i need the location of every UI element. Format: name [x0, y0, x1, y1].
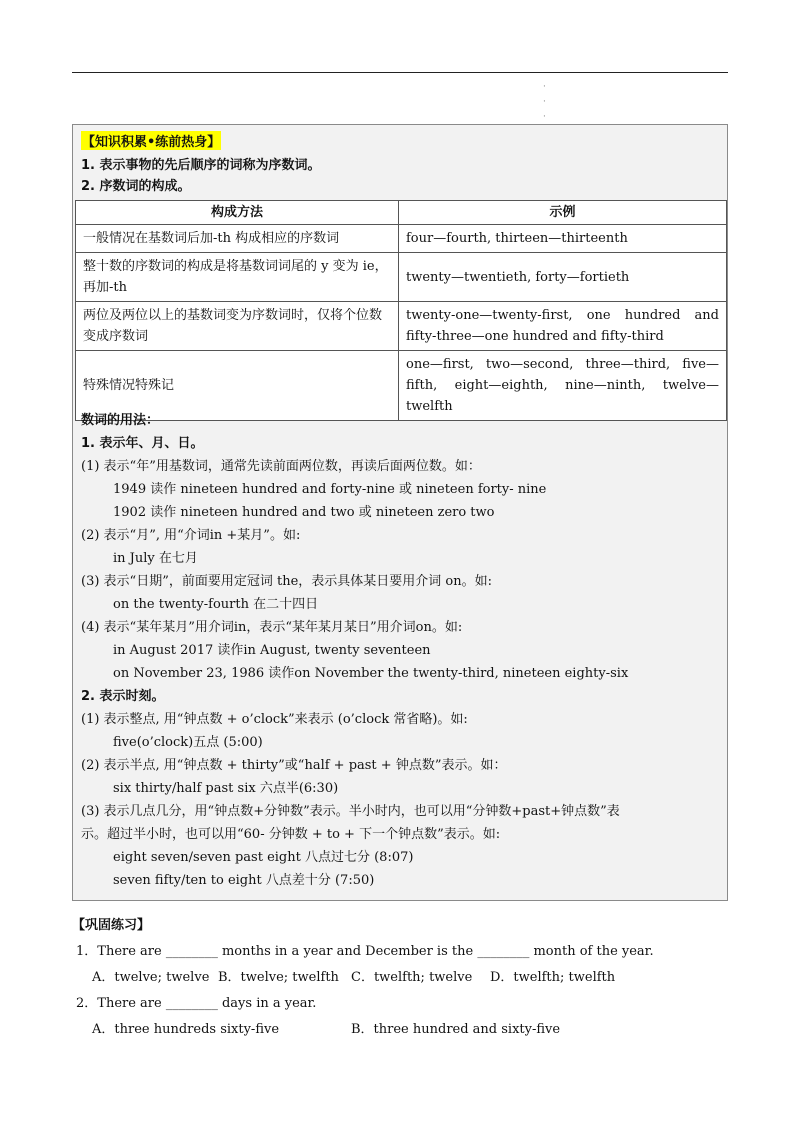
- usage-1-title: 1. 表示年、月、日。: [81, 436, 204, 451]
- usage-2-title: 2. 表示时刻。: [81, 689, 165, 704]
- table-cell-example: four—fourth, thirteen—thirteenth: [399, 225, 727, 253]
- table-cell-method: 整十数的序数词的构成是将基数词词尾的 y 变为 ie，再加-th: [76, 253, 399, 302]
- table-cell-example: one—first, two—second, three—third, five—fifth, eight—eighth, nine—ninth, twelve—twelfth: [399, 351, 727, 421]
- point-2: 2. 序数词的构成。: [81, 179, 191, 194]
- usage-1-2: (2) 表示“月”, 用“介词in +某月”。如:: [81, 528, 301, 543]
- usage-2-1: (1) 表示整点, 用“钟点数 + o’clock”来表示 (o’clock 常省略)。如:: [81, 712, 468, 727]
- q1-option-d: D．twelfth; twelfth: [490, 970, 616, 985]
- header-dot: ·: [543, 112, 546, 122]
- table-header-example: 示例: [399, 201, 727, 225]
- q2-option-a: A．three hundreds sixty-five: [92, 1022, 280, 1037]
- table-cell-method: 一般情况在基数词后加-th 构成相应的序数词: [76, 225, 399, 253]
- header-dot: ·: [543, 97, 546, 107]
- q1-option-a: A．twelve; twelve: [92, 970, 210, 985]
- usage-1-4-example: on November 23, 1986 读作on November the twenty-third, nineteen eighty-six: [113, 666, 629, 681]
- q1-option-b: B．twelve; twelfth: [218, 970, 339, 985]
- table-cell-example: twenty-one—twenty-first, one hundred and fifty-three—one hundred and fifty-third: [399, 302, 727, 351]
- usage-1-1: (1) 表示“年”用基数词，通常先读前面两位数，再读后面两位数。如：: [81, 459, 481, 474]
- table-cell-method: 特殊情况特殊记: [76, 351, 399, 421]
- usage-1-1-example: 1902 读作 nineteen hundred and two 或 nineteen zero two: [113, 505, 495, 520]
- knowledge-box: [72, 124, 728, 901]
- knowledge-title: 【知识积累•练前热身】: [81, 131, 221, 150]
- table-cell-method: 两位及两位以上的基数词变为序数词时，仅将个位数变成序数词: [76, 302, 399, 351]
- usage-2-1-example: five(o’clock)五点 (5:00): [113, 735, 263, 750]
- usage-2-3-example: seven fifty/ten to eight 八点差十分 (7:50): [113, 873, 375, 888]
- exercise-title: 【巩固练习】: [72, 918, 151, 933]
- header-dot: ·: [543, 82, 546, 92]
- usage-2-2-example: six thirty/half past six 六点半(6:30): [113, 781, 339, 796]
- q1-option-c: C．twelfth; twelve: [351, 970, 473, 985]
- usage-1-4: (4) 表示“某年某月”用介词in，表示“某年某月某日”用介词on。如:: [81, 620, 463, 635]
- question-1: 1．There are ________ months in a year and December is the ________ month of the year.: [76, 944, 654, 959]
- usage-2-3: (3) 表示几点几分，用“钟点数+分钟数”表示。半小时内，也可以用“分钟数+past+钟点数”表: [81, 804, 620, 819]
- usage-title: 数词的用法：: [81, 413, 160, 428]
- table-row: [76, 302, 727, 351]
- usage-2-3-example: eight seven/seven past eight 八点过七分 (8:07): [113, 850, 414, 865]
- table-row: [76, 351, 727, 421]
- usage-1-1-example: 1949 读作 nineteen hundred and forty-nine 或 nineteen forty- nine: [113, 482, 547, 497]
- point-1: 1. 表示事物的先后顺序的词称为序数词。: [81, 158, 321, 173]
- usage-1-2-example: in July 在七月: [113, 551, 198, 566]
- table-header-method: 构成方法: [76, 201, 399, 225]
- table-cell-example: twenty—twentieth, forty—fortieth: [399, 253, 727, 302]
- header-rule: [72, 72, 728, 73]
- ordinal-table: [75, 200, 727, 421]
- usage-1-4-example: in August 2017 读作in August, twenty seventeen: [113, 643, 431, 658]
- table-header-row: [76, 201, 727, 225]
- question-2: 2．There are ________ days in a year.: [76, 996, 317, 1011]
- q2-option-b: B．three hundred and sixty-five: [351, 1022, 561, 1037]
- usage-1-3: (3) 表示“日期”，前面要用定冠词 the，表示具体某日要用介词 on。如:: [81, 574, 492, 589]
- table-row: [76, 225, 727, 253]
- table-row: [76, 253, 727, 302]
- usage-1-3-example: on the twenty-fourth 在二十四日: [113, 597, 319, 612]
- usage-2-2: (2) 表示半点, 用“钟点数 + thirty”或“half + past + 钟点数”表示。如：: [81, 758, 507, 773]
- usage-2-3-cont: 示。超过半小时，也可以用“60- 分钟数 + to + 下一个钟点数”表示。如:: [81, 827, 501, 842]
